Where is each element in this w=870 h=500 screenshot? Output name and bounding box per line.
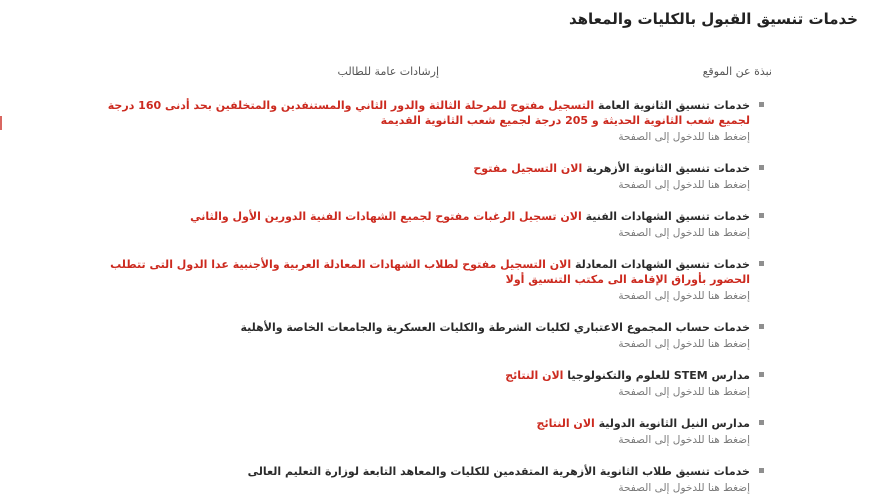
- bullet-icon: [759, 324, 764, 329]
- service-line: [94, 416, 750, 431]
- enter-page-link[interactable]: إضغط هنا للدخول إلى الصفحة: [618, 434, 750, 446]
- about-site-link[interactable]: نبذة عن الموقع: [702, 65, 772, 78]
- bullet-icon: [759, 102, 764, 107]
- service-note: الان التسجيل مفتوح لطلاب الشهادات المعادلة العربية والأجنبية عدا الدول التى تتطلب الحضور بأوراق الإقامة الى مكتب التنسيق أولا: [110, 258, 750, 286]
- service-item-technical-certificates: [94, 209, 764, 239]
- enter-page-link[interactable]: إضغط هنا للدخول إلى الصفحة: [618, 179, 750, 191]
- service-item-azhar-secondary: [94, 161, 764, 191]
- enter-page-link[interactable]: إضغط هنا للدخول إلى الصفحة: [618, 482, 750, 494]
- service-name: مدارس STEM للعلوم والتكنولوجيا: [567, 369, 750, 382]
- service-item-stem-schools: [94, 368, 764, 398]
- bullet-icon: [759, 372, 764, 377]
- service-name: خدمات تنسيق طلاب الثانوية الأزهرية المتقدمين للكليات والمعاهد التابعة لوزارة التعليم العالى: [247, 465, 750, 478]
- service-name: خدمات حساب المجموع الاعتباري لكليات الشرطة والكليات العسكرية والجامعات الخاصة والأهلية: [240, 321, 750, 334]
- bullet-icon: [759, 468, 764, 473]
- enter-page-link[interactable]: إضغط هنا للدخول إلى الصفحة: [618, 131, 750, 143]
- service-item-general-secondary: [94, 98, 764, 143]
- enter-page-link[interactable]: إضغط هنا للدخول إلى الصفحة: [618, 227, 750, 239]
- service-item-weighted-total: [94, 320, 764, 350]
- service-line: [94, 368, 750, 383]
- left-edge-mark: [0, 116, 8, 130]
- service-note: الان النتائج: [505, 369, 564, 382]
- bullet-icon: [759, 213, 764, 218]
- service-note: التسجيل مفتوح للمرحلة الثالثة والدور الثاني والمستنفدين والمتخلفين بحد أدنى 160 درجة لجميع شعب الثانوية الحديثة و 205 درجة لجميع شعب الثانوية القديمة: [107, 99, 750, 127]
- service-line: [94, 161, 750, 176]
- service-item-azhar-higher-education: [94, 464, 764, 494]
- page-title: خدمات تنسيق القبول بالكليات والمعاهد: [568, 10, 858, 28]
- service-line: [94, 464, 750, 479]
- student-guidelines-link[interactable]: إرشادات عامة للطالب: [337, 65, 439, 78]
- service-line: [94, 257, 750, 287]
- service-name: خدمات تنسيق الشهادات الفنية: [585, 210, 750, 223]
- bullet-icon: [759, 165, 764, 170]
- enter-page-link[interactable]: إضغط هنا للدخول إلى الصفحة: [618, 338, 750, 350]
- services-list: [94, 98, 764, 494]
- bullet-icon: [759, 261, 764, 266]
- bullet-icon: [759, 420, 764, 425]
- service-name: خدمات تنسيق الشهادات المعادلة: [574, 258, 750, 271]
- service-line: [94, 209, 750, 224]
- top-links: [0, 63, 870, 83]
- service-note: الان تسجيل الرغبات مفتوح لجميع الشهادات الفنية الدورين الأول والثاني: [190, 210, 582, 223]
- service-name: خدمات تنسيق الثانوية العامة: [597, 99, 750, 112]
- enter-page-link[interactable]: إضغط هنا للدخول إلى الصفحة: [618, 290, 750, 302]
- service-note: الان التسجيل مفتوح: [473, 162, 583, 175]
- enter-page-link[interactable]: إضغط هنا للدخول إلى الصفحة: [618, 386, 750, 398]
- service-item-equivalent-certificates: [94, 257, 764, 302]
- service-line: [94, 98, 750, 128]
- service-note: الان النتائج: [536, 417, 595, 430]
- service-name: خدمات تنسيق الثانوية الأزهرية: [586, 162, 750, 175]
- service-line: [94, 320, 750, 335]
- service-name: مدارس النيل الثانوية الدولية: [598, 417, 750, 430]
- service-item-nile-schools: [94, 416, 764, 446]
